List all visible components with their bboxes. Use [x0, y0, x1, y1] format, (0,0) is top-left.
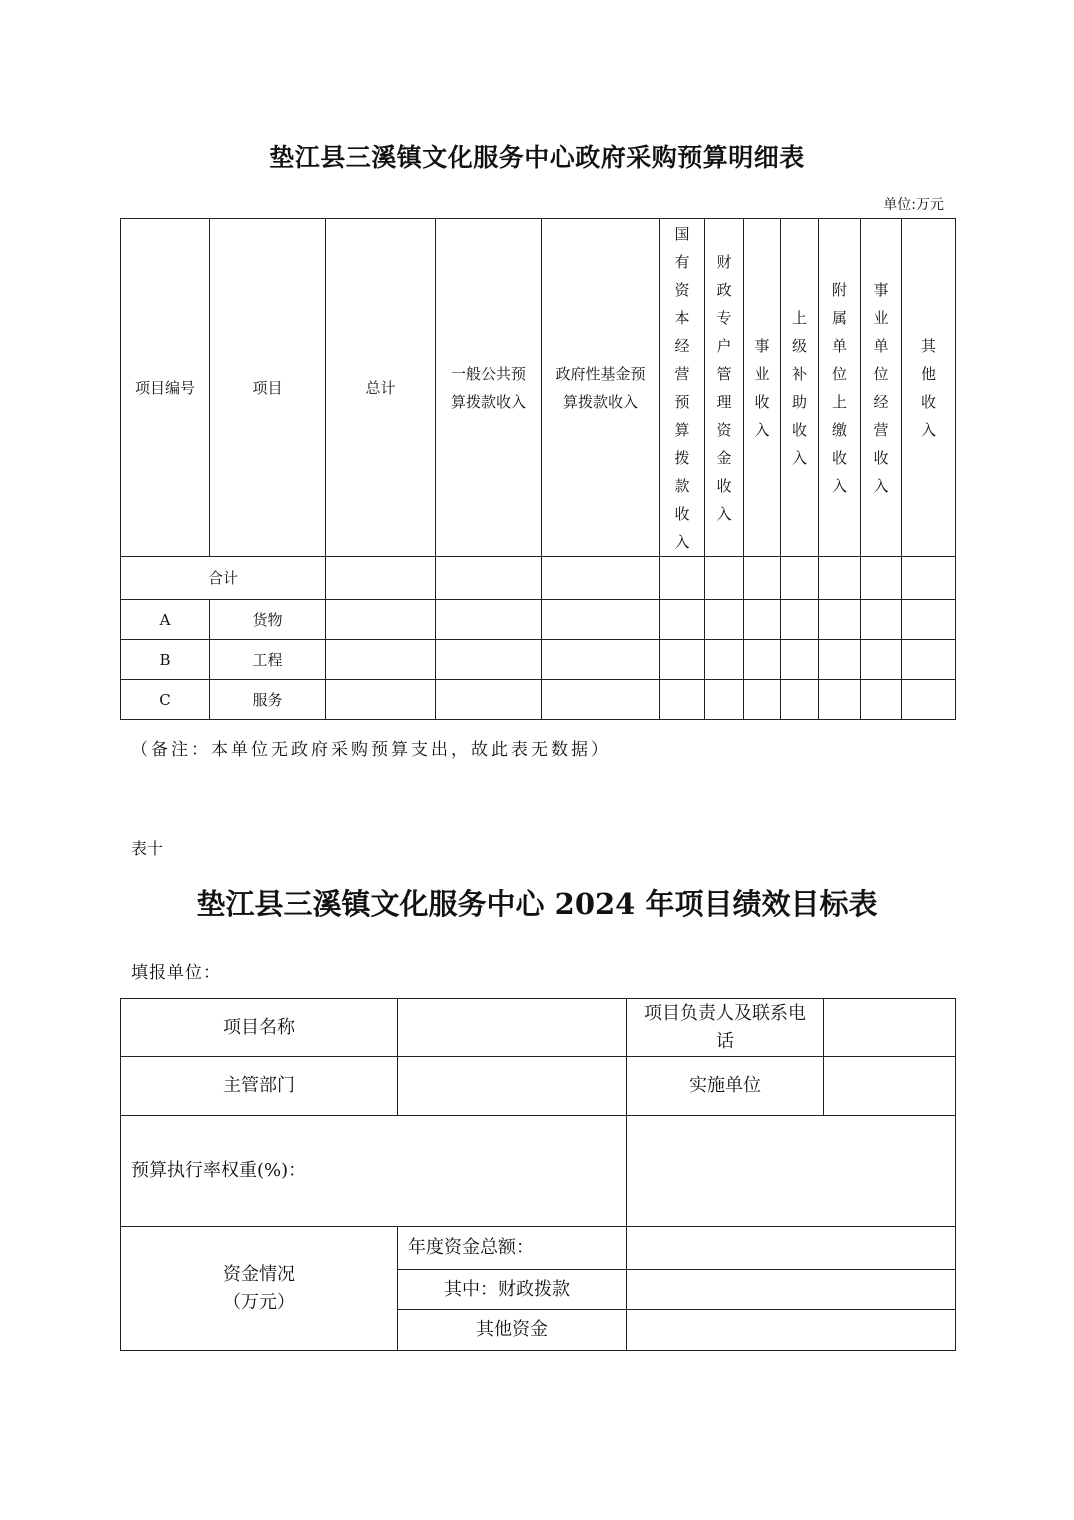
unit-label: 单位:万元: [883, 197, 944, 213]
header-superior-subsidy: 上级补助收入: [781, 219, 819, 557]
annual-total-value: [627, 1227, 956, 1270]
header-code: 项目编号: [121, 219, 210, 557]
implementer-value: [824, 1057, 956, 1116]
budget-weight-value: [627, 1116, 956, 1227]
performance-title: 垫江县三溪镇文化服务中心 2024 年项目绩效目标表: [196, 887, 878, 921]
header-operating: 事业单位经营收入: [861, 219, 902, 557]
header-business: 事业收入: [744, 219, 781, 557]
header-affiliated: 附属单位上缴收入: [819, 219, 861, 557]
row-item: 货物: [210, 600, 326, 640]
header-general-budget: 一般公共预算拨款收入: [436, 219, 542, 557]
row-code: C: [121, 680, 210, 720]
department-label: 主管部门: [121, 1057, 398, 1116]
funds-label: 资金情况 （万元）: [121, 1227, 398, 1351]
header-total: 总计: [326, 219, 436, 557]
contact-label: 项目负责人及联系电话: [627, 999, 824, 1057]
budget-weight-label: 预算执行率权重(%)：: [121, 1116, 627, 1227]
filler-label: 填报单位：: [131, 963, 221, 983]
other-funds-value: [627, 1310, 956, 1351]
row-code: A: [121, 600, 210, 640]
other-funds-label: 其他资金: [398, 1310, 627, 1351]
fiscal-value: [627, 1270, 956, 1310]
project-name-value: [398, 999, 627, 1057]
row-item: 服务: [210, 680, 326, 720]
procurement-title: 垫江县三溪镇文化服务中心政府采购预算明细表: [269, 143, 805, 172]
row-code: B: [121, 640, 210, 680]
department-value: [398, 1057, 627, 1116]
implementer-label: 实施单位: [627, 1057, 824, 1116]
fiscal-label: 其中：财政拨款: [398, 1270, 627, 1310]
performance-table: [120, 998, 956, 1351]
annual-total-label: 年度资金总额：: [398, 1227, 627, 1270]
header-fiscal-special: 财政专户管理资金收入: [705, 219, 744, 557]
header-other: 其他收入: [902, 219, 956, 557]
header-item: 项目: [210, 219, 326, 557]
header-gov-fund: 政府性基金预算拨款收入: [542, 219, 660, 557]
contact-value: [824, 999, 956, 1057]
header-state-capital: 国有资本经营预算拨款收入: [660, 219, 705, 557]
sum-label: 合计: [121, 557, 326, 600]
row-item: 工程: [210, 640, 326, 680]
project-name-label: 项目名称: [121, 999, 398, 1057]
table-number: 表十: [131, 839, 164, 858]
procurement-note: （备注：本单位无政府采购预算支出，故此表无数据）: [131, 740, 611, 760]
procurement-table: [120, 218, 956, 720]
